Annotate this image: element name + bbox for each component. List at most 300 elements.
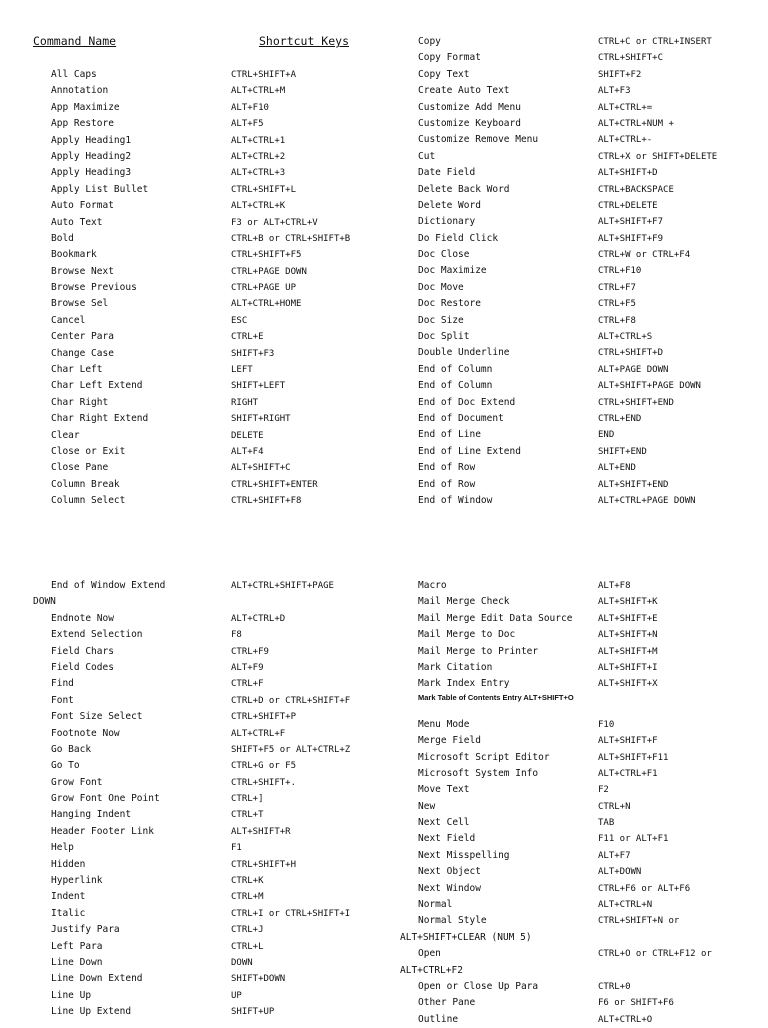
shortcut-keys: CTRL+T xyxy=(231,810,264,821)
small-print-entry: Mark Table of Contents Entry ALT+SHIFT+O xyxy=(418,692,574,702)
shortcut-row xyxy=(33,346,393,362)
shortcut-row xyxy=(400,848,760,864)
shortcut-keys: CTRL+] xyxy=(231,794,264,805)
command-name: Field Chars xyxy=(51,645,114,657)
command-name: Grow Font xyxy=(51,776,103,788)
wrapped-keys: ALT+SHIFT+CLEAR (NUM 5) xyxy=(400,931,532,943)
command-name: Delete Back Word xyxy=(418,183,510,195)
shortcut-row xyxy=(400,1012,760,1028)
shortcut-row xyxy=(400,831,760,847)
shortcut-keys: ALT+F5 xyxy=(231,119,264,130)
shortcut-row xyxy=(400,427,760,443)
shortcut-keys: ALT+CTRL+S xyxy=(598,332,653,343)
shortcut-keys: CTRL+SHIFT+L xyxy=(231,184,297,195)
shortcut-row xyxy=(33,971,393,987)
shortcut-keys: CTRL+E xyxy=(231,332,264,343)
shortcut-row xyxy=(400,477,760,493)
shortcut-row xyxy=(33,742,393,758)
shortcut-keys: ALT+CTRL+F1 xyxy=(598,768,658,779)
shortcut-row xyxy=(400,329,760,345)
shortcut-row xyxy=(33,873,393,889)
shortcut-row xyxy=(400,50,760,66)
command-name: End of Line xyxy=(418,429,481,441)
shortcut-keys: CTRL+F xyxy=(231,679,264,690)
shortcut-row xyxy=(400,611,760,627)
shortcut-keys: ALT+CTRL+PAGE DOWN xyxy=(598,495,696,506)
command-name: App Maximize xyxy=(51,101,120,113)
wrapped-keys: ALT+CTRL+F2 xyxy=(400,964,463,976)
shortcut-row xyxy=(33,906,393,922)
shortcut-row xyxy=(400,116,760,132)
command-name: Line Up xyxy=(51,989,92,1001)
shortcut-row xyxy=(33,395,393,411)
shortcut-keys: ALT+SHIFT+PAGE DOWN xyxy=(598,381,701,392)
command-name: Delete Word xyxy=(418,199,481,211)
shortcut-row xyxy=(400,132,760,148)
shortcut-row xyxy=(400,378,760,394)
shortcut-row xyxy=(400,395,760,411)
shortcut-row xyxy=(33,313,393,329)
shortcut-row xyxy=(33,149,393,165)
command-name: Column Select xyxy=(51,495,126,507)
command-name: Browse Previous xyxy=(51,282,137,294)
shortcut-keys: CTRL+F7 xyxy=(598,282,636,293)
shortcut-row xyxy=(400,660,760,676)
shortcut-row xyxy=(33,477,393,493)
command-name: Apply Heading3 xyxy=(51,167,132,179)
shortcut-row xyxy=(400,782,760,798)
shortcut-keys: ALT+CTRL+SHIFT+PAGE xyxy=(231,581,334,591)
shortcut-row xyxy=(400,946,760,962)
command-name: Field Codes xyxy=(51,661,114,673)
command-name: Menu Mode xyxy=(418,718,470,730)
shortcut-keys: ALT+CTRL+NUM + xyxy=(598,118,674,129)
shortcut-keys: ALT+SHIFT+N xyxy=(598,630,658,641)
shortcut-row xyxy=(33,922,393,938)
shortcut-row xyxy=(400,247,760,263)
shortcut-keys: ALT+CTRL+HOME xyxy=(231,299,302,310)
shortcut-keys: ALT+F4 xyxy=(231,446,264,457)
shortcut-row xyxy=(400,493,760,509)
shortcut-row xyxy=(33,889,393,905)
shortcut-keys: CTRL+SHIFT+ENTER xyxy=(231,479,318,490)
shortcut-keys: CTRL+SHIFT+C xyxy=(598,53,664,64)
command-name: Font xyxy=(51,694,74,706)
shortcut-keys: ALT+END xyxy=(598,463,636,474)
command-name: Footnote Now xyxy=(51,727,120,739)
command-name: Next Window xyxy=(418,882,481,894)
shortcut-keys: ALT+CTRL+K xyxy=(231,201,286,212)
shortcut-keys: CTRL+W or CTRL+F4 xyxy=(598,250,691,261)
shortcut-keys: ALT+SHIFT+D xyxy=(598,168,658,179)
shortcut-row xyxy=(33,857,393,873)
shortcut-row xyxy=(400,411,760,427)
shortcut-keys: CTRL+J xyxy=(231,925,264,936)
shortcut-row xyxy=(400,717,760,733)
shortcut-keys: CTRL+B or CTRL+SHIFT+B xyxy=(231,233,351,244)
shortcut-keys: ALT+F3 xyxy=(598,86,631,97)
shortcut-keys: CTRL+SHIFT+D xyxy=(598,348,664,359)
wrapped-keys: DOWN xyxy=(33,596,56,608)
bottom-left-section xyxy=(33,578,393,1021)
command-name: Customize Keyboard xyxy=(418,117,521,129)
shortcut-row xyxy=(33,775,393,791)
command-name: Doc Close xyxy=(418,249,470,261)
command-name: Close Pane xyxy=(51,462,109,474)
shortcut-list xyxy=(400,717,760,930)
shortcut-row xyxy=(400,182,760,198)
command-name: Microsoft System Info xyxy=(418,767,539,779)
shortcut-keys: ALT+CTRL+1 xyxy=(231,135,286,146)
table-header xyxy=(33,34,393,49)
shortcut-row xyxy=(33,444,393,460)
shortcut-row xyxy=(400,799,760,815)
shortcut-row xyxy=(400,100,760,116)
command-name: Microsoft Script Editor xyxy=(418,751,550,763)
command-name: Bookmark xyxy=(51,249,97,261)
shortcut-list xyxy=(33,67,393,510)
command-name: Outline xyxy=(418,1013,459,1025)
top-left-section xyxy=(33,34,393,510)
shortcut-row xyxy=(400,67,760,83)
command-name: Doc Maximize xyxy=(418,265,487,277)
shortcut-row xyxy=(33,215,393,231)
shortcut-row xyxy=(33,644,393,660)
command-name-heading: Command Name xyxy=(33,34,117,48)
command-name: Mail Merge Edit Data Source xyxy=(418,612,573,624)
shortcut-keys: F1 xyxy=(231,843,242,854)
shortcut-keys: ALT+CTRL+D xyxy=(231,613,286,624)
shortcut-keys: CTRL+END xyxy=(598,413,642,424)
shortcut-keys: CTRL+X or SHIFT+DELETE xyxy=(598,151,718,162)
shortcut-row xyxy=(400,460,760,476)
shortcut-row xyxy=(33,198,393,214)
command-name: Apply Heading2 xyxy=(51,150,132,162)
shortcut-row xyxy=(400,750,760,766)
command-name: Char Right xyxy=(51,396,109,408)
shortcut-row xyxy=(400,345,760,361)
shortcut-keys: F3 or ALT+CTRL+V xyxy=(231,217,318,228)
command-name: Next Cell xyxy=(418,817,470,829)
shortcut-keys: CTRL+F10 xyxy=(598,266,642,277)
shortcut-keys: RIGHT xyxy=(231,397,259,408)
shortcut-row xyxy=(33,824,393,840)
shortcut-keys: ALT+CTRL+- xyxy=(598,135,653,146)
shortcut-keys: ALT+F10 xyxy=(231,102,269,113)
shortcut-row xyxy=(400,444,760,460)
shortcut-row xyxy=(33,807,393,823)
command-name: Column Break xyxy=(51,478,120,490)
shortcut-row xyxy=(33,231,393,247)
shortcut-keys: ALT+SHIFT+C xyxy=(231,463,291,474)
command-name: All Caps xyxy=(51,69,97,80)
shortcut-keys: CTRL+BACKSPACE xyxy=(598,184,674,195)
bottom-right-section xyxy=(400,578,760,1028)
shortcut-keys: F6 or SHIFT+F6 xyxy=(598,998,674,1009)
command-name: Apply List Bullet xyxy=(51,183,149,195)
shortcut-keys: CTRL+SHIFT+F8 xyxy=(231,496,302,507)
shortcut-row xyxy=(33,264,393,280)
shortcut-keys: ALT+SHIFT+M xyxy=(598,646,658,657)
shortcut-keys: ALT+F9 xyxy=(231,662,264,673)
shortcut-row xyxy=(33,988,393,1004)
command-name: Macro xyxy=(418,580,447,591)
shortcut-row xyxy=(400,881,760,897)
command-name: Browse Sel xyxy=(51,298,109,310)
shortcut-row xyxy=(33,247,393,263)
shortcut-row xyxy=(33,1004,393,1020)
shortcut-row xyxy=(400,979,760,995)
command-name: Normal xyxy=(418,899,453,911)
command-name: Left Para xyxy=(51,940,103,952)
command-name: Bold xyxy=(51,232,74,244)
command-name: Apply Heading1 xyxy=(51,134,132,146)
command-name: Customize Add Menu xyxy=(418,101,521,113)
shortcut-row xyxy=(33,116,393,132)
shortcut-row xyxy=(33,296,393,312)
shortcut-row xyxy=(33,67,393,83)
command-name: Copy Text xyxy=(418,68,470,80)
shortcut-keys: ALT+SHIFT+K xyxy=(598,597,658,608)
shortcut-row xyxy=(400,198,760,214)
shortcut-list xyxy=(33,611,393,1021)
shortcut-row xyxy=(400,627,760,643)
shortcut-row xyxy=(400,263,760,279)
shortcut-keys: CTRL+F5 xyxy=(598,299,636,310)
shortcut-row xyxy=(33,428,393,444)
shortcut-keys: ALT+SHIFT+I xyxy=(598,662,658,673)
command-name: Mail Merge Check xyxy=(418,596,510,608)
command-name: Auto Text xyxy=(51,216,103,228)
command-name: Doc Split xyxy=(418,331,470,343)
command-name: Doc Move xyxy=(418,281,464,293)
shortcut-row xyxy=(33,660,393,676)
shortcut-row xyxy=(400,864,760,880)
command-name: End of Window Extend xyxy=(51,580,166,591)
command-name: Auto Format xyxy=(51,200,114,212)
command-name: Normal Style xyxy=(418,915,487,927)
command-name: End of Column xyxy=(418,363,493,375)
command-name: Next Object xyxy=(418,866,481,878)
command-name: Mail Merge to Doc xyxy=(418,629,516,641)
shortcut-keys: ESC xyxy=(231,315,248,326)
shortcut-row xyxy=(400,995,760,1011)
shortcut-keys: CTRL+I or CTRL+SHIFT+I xyxy=(231,908,351,919)
command-name: Line Down Extend xyxy=(51,973,143,985)
shortcut-keys: SHIFT+F3 xyxy=(231,348,275,359)
shortcut-row xyxy=(33,362,393,378)
shortcut-keys: CTRL+PAGE UP xyxy=(231,283,297,294)
shortcut-row xyxy=(400,214,760,230)
command-name: Create Auto Text xyxy=(418,85,510,97)
shortcut-keys: ALT+SHIFT+F9 xyxy=(598,233,664,244)
command-name: Mark Citation xyxy=(418,661,493,673)
shortcut-keys: CTRL+M xyxy=(231,892,264,903)
command-name: Move Text xyxy=(418,784,470,796)
command-name: Help xyxy=(51,842,74,854)
command-name: Close or Exit xyxy=(51,445,126,457)
shortcut-row xyxy=(33,791,393,807)
shortcut-row xyxy=(400,594,760,610)
command-name: Dictionary xyxy=(418,216,476,228)
command-name: Open xyxy=(418,948,441,960)
command-name: Header Footer Link xyxy=(51,825,154,837)
command-name: Line Down xyxy=(51,956,103,968)
shortcut-row xyxy=(400,231,760,247)
command-name: Grow Font One Point xyxy=(51,793,160,805)
command-name: Browse Next xyxy=(51,265,114,277)
command-name: Endnote Now xyxy=(51,612,114,624)
shortcut-keys: CTRL+SHIFT+P xyxy=(231,712,297,723)
command-name: End of Column xyxy=(418,380,493,392)
shortcut-row xyxy=(33,411,393,427)
command-name: Change Case xyxy=(51,347,114,359)
shortcut-list xyxy=(400,34,760,509)
shortcut-row xyxy=(33,133,393,149)
command-name: Next Field xyxy=(418,833,476,845)
command-name: End of Row xyxy=(418,462,476,474)
shortcut-keys: CTRL+O or CTRL+F12 or xyxy=(598,949,712,960)
shortcut-keys: CTRL+K xyxy=(231,876,264,887)
command-name: Mark Index Entry xyxy=(418,678,510,690)
shortcut-row xyxy=(33,709,393,725)
command-name: Annotation xyxy=(51,85,109,97)
shortcut-keys: ALT+SHIFT+END xyxy=(598,479,669,490)
shortcut-keys: CTRL+DELETE xyxy=(598,200,658,211)
shortcut-keys: CTRL+SHIFT+F5 xyxy=(231,250,302,261)
shortcut-keys: CTRL+L xyxy=(231,941,264,952)
command-name: Copy xyxy=(418,36,441,47)
shortcut-keys: CTRL+F6 or ALT+F6 xyxy=(598,883,691,894)
shortcut-keys: ALT+CTRL+= xyxy=(598,102,653,113)
shortcut-keys: ALT+CTRL+2 xyxy=(231,151,286,162)
command-name: Mail Merge to Printer xyxy=(418,645,539,657)
shortcut-keys: DELETE xyxy=(231,430,264,441)
shortcut-keys: ALT+SHIFT+F7 xyxy=(598,217,664,228)
shortcut-keys: ALT+CTRL+M xyxy=(231,86,286,97)
command-name: App Restore xyxy=(51,118,114,130)
command-name: End of Row xyxy=(418,478,476,490)
shortcut-row xyxy=(33,329,393,345)
shortcut-keys: ALT+PAGE DOWN xyxy=(598,364,669,375)
command-name: Copy Format xyxy=(418,52,481,64)
shortcut-row xyxy=(33,627,393,643)
shortcut-row xyxy=(33,611,393,627)
shortcut-row xyxy=(400,165,760,181)
shortcut-keys: ALT+CTRL+F xyxy=(231,728,286,739)
shortcut-row xyxy=(33,460,393,476)
shortcut-keys: ALT+CTRL+O xyxy=(598,1014,653,1025)
shortcut-keys: ALT+DOWN xyxy=(598,867,642,878)
command-name: Hanging Indent xyxy=(51,809,132,821)
shortcut-keys: DOWN xyxy=(231,957,253,968)
command-name: Hyperlink xyxy=(51,875,103,887)
shortcut-row xyxy=(33,939,393,955)
command-name: Find xyxy=(51,678,74,690)
shortcut-row xyxy=(33,280,393,296)
command-name: Do Field Click xyxy=(418,232,499,244)
shortcut-keys: SHIFT+F5 or ALT+CTRL+Z xyxy=(231,744,351,755)
shortcut-keys: CTRL+C or CTRL+INSERT xyxy=(598,37,712,47)
shortcut-keys: LEFT xyxy=(231,365,253,376)
shortcut-keys: CTRL+SHIFT+A xyxy=(231,70,297,80)
shortcut-keys: ALT+SHIFT+X xyxy=(598,679,658,690)
shortcut-row xyxy=(33,100,393,116)
shortcut-row xyxy=(33,378,393,394)
shortcut-keys: ALT+CTRL+3 xyxy=(231,168,286,179)
shortcut-row xyxy=(400,313,760,329)
command-name: End of Document xyxy=(418,412,504,424)
shortcut-row xyxy=(400,733,760,749)
command-name: Char Left Extend xyxy=(51,380,143,392)
shortcut-row xyxy=(33,182,393,198)
shortcut-keys: SHIFT+END xyxy=(598,446,647,457)
command-name: End of Line Extend xyxy=(418,445,521,457)
shortcut-list xyxy=(400,979,760,1028)
command-name: Double Underline xyxy=(418,347,510,359)
command-name: New xyxy=(418,800,436,812)
shortcut-row xyxy=(400,296,760,312)
command-name: Justify Para xyxy=(51,924,120,936)
shortcut-row xyxy=(400,913,760,929)
shortcut-row xyxy=(33,165,393,181)
shortcut-keys: SHIFT+RIGHT xyxy=(231,414,291,425)
shortcut-row xyxy=(400,766,760,782)
command-name: Open or Close Up Para xyxy=(418,980,539,992)
command-name: Doc Size xyxy=(418,314,464,326)
command-name: Indent xyxy=(51,891,86,903)
shortcut-row xyxy=(33,676,393,692)
shortcut-row xyxy=(33,840,393,856)
command-name: Font Size Select xyxy=(51,711,143,723)
shortcut-keys: SHIFT+UP xyxy=(231,1007,275,1018)
shortcut-row xyxy=(400,280,760,296)
command-name: Date Field xyxy=(418,167,476,179)
shortcut-keys: F2 xyxy=(598,785,609,796)
command-name: End of Window xyxy=(418,494,493,506)
shortcut-row xyxy=(33,493,393,509)
shortcut-keys: END xyxy=(598,430,615,441)
shortcut-keys: ALT+CTRL+N xyxy=(598,900,653,911)
shortcut-keys: CTRL+SHIFT+. xyxy=(231,777,297,788)
shortcut-keys: CTRL+PAGE DOWN xyxy=(231,266,307,277)
shortcut-row xyxy=(400,34,760,50)
shortcut-row xyxy=(400,815,760,831)
shortcut-keys: CTRL+F9 xyxy=(231,646,269,657)
shortcut-row xyxy=(33,83,393,99)
shortcut-keys: CTRL+N xyxy=(598,801,631,812)
top-right-section xyxy=(400,34,760,509)
shortcut-keys: ALT+SHIFT+F11 xyxy=(598,752,669,763)
shortcut-row xyxy=(33,726,393,742)
shortcut-row xyxy=(400,362,760,378)
shortcut-row xyxy=(400,83,760,99)
command-name: Cut xyxy=(418,150,436,162)
shortcut-row xyxy=(400,676,760,692)
shortcut-keys: ALT+F8 xyxy=(598,581,631,591)
command-name: Extend Selection xyxy=(51,629,143,641)
shortcut-row xyxy=(400,149,760,165)
shortcut-keys: CTRL+SHIFT+H xyxy=(231,859,297,870)
shortcut-keys: ALT+SHIFT+F xyxy=(598,736,658,747)
shortcut-row xyxy=(400,578,760,594)
shortcut-row xyxy=(33,693,393,709)
command-name: Merge Field xyxy=(418,735,481,747)
command-name: Center Para xyxy=(51,331,114,343)
shortcut-row xyxy=(33,955,393,971)
command-name: Line Up Extend xyxy=(51,1006,132,1018)
shortcut-keys: UP xyxy=(231,990,242,1001)
